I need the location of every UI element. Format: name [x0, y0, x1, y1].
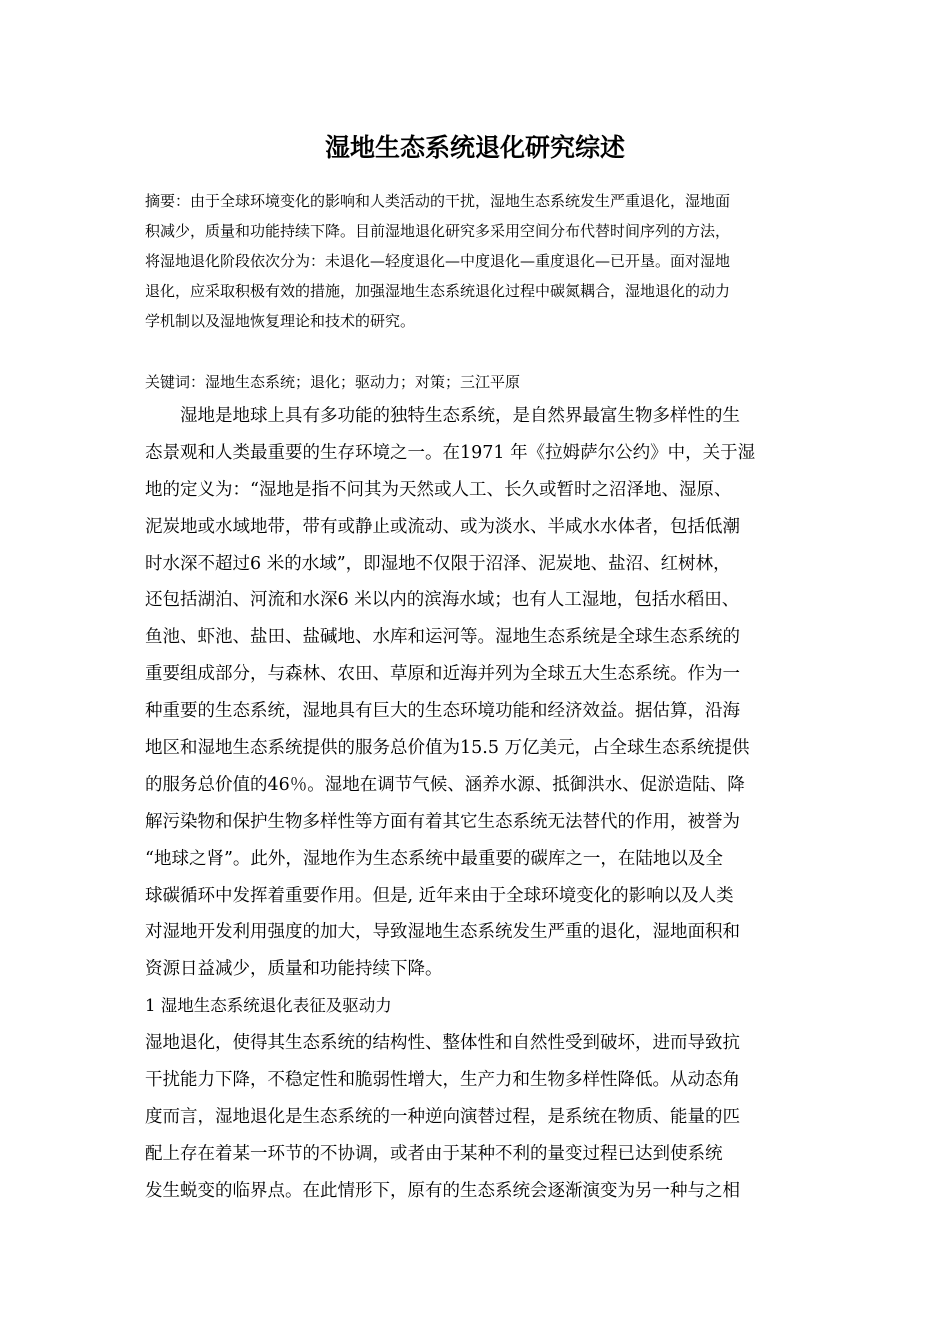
intro-line: 鱼池、虾池、盐田、盐碱地、水库和运河等。湿地生态系统是全球生态系统的	[145, 627, 740, 648]
intro-line: 重要组成部分，与森林、农田、草原和近海并列为全球五大生态系统。作为一	[145, 664, 740, 685]
section-line: 发生蜕变的临界点。在此情形下，原有的生态系统会逐渐演变为另一种与之相	[145, 1180, 740, 1201]
intro-line: 湿地是地球上具有多功能的独特生态系统，是自然界最富生物多样性的生	[145, 406, 740, 426]
intro-line: 还包括湖泊、河流和水深6 米以内的滨海水域；也有人工湿地，包括水稻田、	[145, 590, 740, 611]
abstract-line: 退化，应采取积极有效的措施，加强湿地生态系统退化过程中碳氮耦合，湿地退化的动力	[145, 282, 731, 300]
section-line: 干扰能力下降，不稳定性和脆弱性增大，生产力和生物多样性降低。从动态角	[145, 1070, 740, 1091]
abstract-line: 摘要：由于全球环境变化的影响和人类活动的干扰，湿地生态系统发生严重退化，湿地面	[145, 192, 731, 210]
intro-line: 种重要的生态系统，湿地具有巨大的生态环境功能和经济效益。据估算，沿海	[145, 701, 740, 722]
intro-line: 泥炭地或水域地带，带有或静止或流动、或为淡水、半咸水水体者，包括低潮	[145, 516, 740, 537]
intro-line: 对湿地开发利用强度的加大，导致湿地生态系统发生严重的退化，湿地面积和	[145, 922, 740, 943]
intro-line: 资源日益减少，质量和功能持续下降。	[145, 959, 443, 980]
keywords: 关键词：湿地生态系统；退化；驱动力；对策；三江平原	[145, 373, 521, 391]
intro-line: 地区和湿地生态系统提供的服务总价值为15.5 万亿美元，占全球生态系统提供	[145, 738, 750, 759]
intro-line: 态景观和人类最重要的生存环境之一。在1971 年《拉姆萨尔公约》中，关于湿	[145, 442, 756, 463]
intro-line: 球碳循环中发挥着重要作用。但是, 近年来由于全球环境变化的影响以及人类	[145, 885, 734, 906]
intro-line: 的服务总价值的46％。湿地在调节气候、涵养水源、抵御洪水、促淤造陆、降	[145, 774, 745, 795]
abstract-line: 将湿地退化阶段依次分为：未退化—轻度退化—中度退化—重度退化—已开垦。面对湿地	[145, 252, 731, 270]
intro-line: 时水深不超过6 米的水域”，即湿地不仅限于沼泽、泥炭地、盐沼、红树林，	[145, 553, 731, 574]
abstract-line: 积减少，质量和功能持续下降。目前湿地退化研究多采用空间分布代替时间序列的方法，	[145, 222, 731, 240]
intro-line: 地的定义为：“湿地是指不问其为天然或人工、长久或暂时之沼泽地、湿原、	[145, 479, 732, 500]
section-heading: 1 湿地生态系统退化表征及驱动力	[145, 996, 392, 1016]
abstract	[145, 186, 805, 336]
section-line: 度而言，湿地退化是生态系统的一种逆向演替过程，是系统在物质、能量的匹	[145, 1106, 740, 1127]
section-line: 湿地退化，使得其生态系统的结构性、整体性和自然性受到破坏，进而导致抗	[145, 1033, 740, 1054]
abstract-line: 学机制以及湿地恢复理论和技术的研究。	[145, 312, 416, 330]
intro-line: “地球之肾”。此外，湿地作为生态系统中最重要的碳库之一，在陆地以及全	[145, 848, 723, 869]
section-line: 配上存在着某一环节的不协调，或者由于某种不利的量变过程已达到使系统	[145, 1143, 723, 1164]
document-title: 湿地生态系统退化研究综述	[324, 133, 625, 162]
intro-line: 解污染物和保护生物多样性等方面有着其它生态系统无法替代的作用，被誉为	[145, 811, 740, 832]
body-text	[145, 398, 807, 1210]
